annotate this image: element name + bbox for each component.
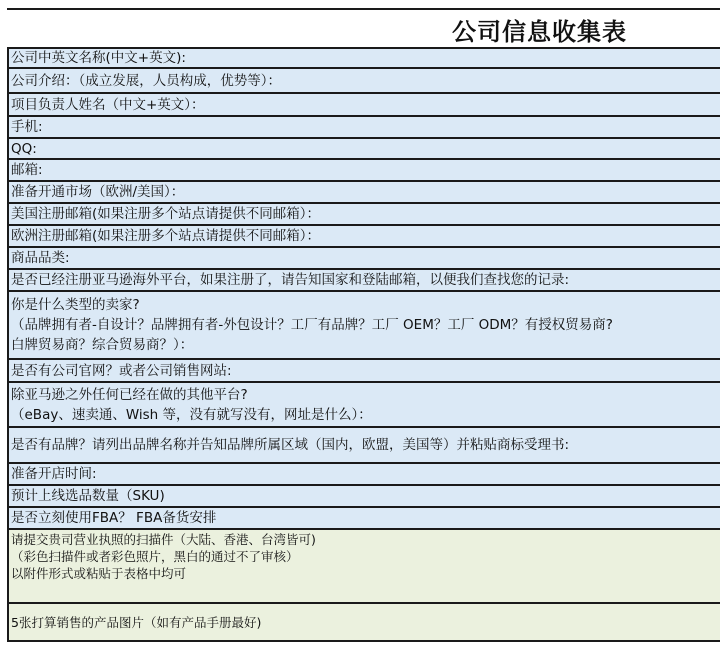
- field-label: 商品品类:: [11, 250, 70, 266]
- field-row-website[interactable]: [7, 360, 720, 383]
- info-form-sheet: [7, 8, 720, 642]
- field-label: 除亚马逊之外任何已经在做的其他平台?: [11, 386, 248, 403]
- field-label: 是否已经注册亚马逊海外平台，如果注册了，请告知国家和登陆邮箱，以便我们查找您的记录:: [11, 272, 570, 288]
- field-hint: （品牌拥有者-自设计？品牌拥有者-外包设计？工厂有品牌？工厂 OEM？工厂 ODM？有授权贸易商?: [11, 317, 613, 333]
- field-row-fba[interactable]: [7, 508, 720, 530]
- field-row-project-lead[interactable]: [7, 94, 720, 117]
- field-row-company-intro[interactable]: [7, 69, 720, 94]
- field-label: 手机:: [11, 119, 43, 135]
- field-row-us-email[interactable]: [7, 204, 720, 226]
- field-label: 公司介绍：（成立发展，人员构成，优势等）：: [11, 72, 281, 89]
- field-row-mobile[interactable]: [7, 117, 720, 139]
- field-row-qq[interactable]: [7, 139, 720, 160]
- upload-label: 请提交贵司营业执照的扫描件（大陆、香港、台湾皆可): [11, 532, 316, 547]
- upload-hint: 以附件形式或粘贴于表格中均可: [11, 566, 187, 581]
- field-row-sku-count[interactable]: [7, 486, 720, 508]
- form-title: 公司信息收集表: [452, 18, 627, 46]
- field-row-brand[interactable]: [7, 428, 720, 464]
- field-row-other-platforms[interactable]: [7, 383, 720, 428]
- field-label: 公司中英文名称(中文+英文):: [11, 50, 186, 66]
- field-row-email[interactable]: [7, 160, 720, 182]
- field-label: 美国注册邮箱(如果注册多个站点请提供不同邮箱）：: [11, 206, 321, 222]
- title-row: [7, 10, 720, 47]
- field-label: 准备开店时间:: [11, 466, 97, 482]
- field-label: 项目负责人姓名（中文+英文）：: [11, 96, 205, 113]
- field-label: 是否有公司官网？或者公司销售网站:: [11, 362, 232, 379]
- field-row-eu-email[interactable]: [7, 226, 720, 248]
- field-label: 预计上线选品数量（SKU): [11, 488, 165, 504]
- field-label: 你是什么类型的卖家?: [11, 297, 140, 313]
- upload-label: 5张打算销售的产品图片（如有产品手册最好): [11, 614, 262, 630]
- field-row-target-market[interactable]: [7, 182, 720, 204]
- field-row-category[interactable]: [7, 248, 720, 270]
- upload-row-business-license[interactable]: [7, 530, 720, 604]
- field-hint: （eBay、速卖通、Wish 等，没有就写没有，网址是什么）：: [11, 406, 372, 423]
- field-label: 欧洲注册邮箱(如果注册多个站点请提供不同邮箱）：: [11, 228, 321, 244]
- upload-hint: （彩色扫描件或者彩色照片，黑白的通过不了审核）: [11, 549, 299, 564]
- field-label: 准备开通市场（欧洲/美国）：: [11, 184, 185, 200]
- field-label: 是否有品牌？请列出品牌名称并告知品牌所属区域（国内，欧盟，美国等）并粘贴商标受理书:: [11, 437, 570, 453]
- field-row-company-name[interactable]: [7, 47, 720, 69]
- field-label: 邮箱:: [11, 162, 43, 178]
- field-row-seller-type[interactable]: [7, 292, 720, 360]
- field-row-amazon-registered[interactable]: [7, 270, 720, 292]
- field-row-open-time[interactable]: [7, 464, 720, 486]
- upload-row-product-images[interactable]: [7, 604, 720, 642]
- field-label: QQ:: [11, 140, 37, 157]
- field-label: 是否立刻使用FBA？ FBA备货安排: [11, 510, 217, 526]
- field-hint: 白牌贸易商？综合贸易商？）：: [11, 337, 194, 353]
